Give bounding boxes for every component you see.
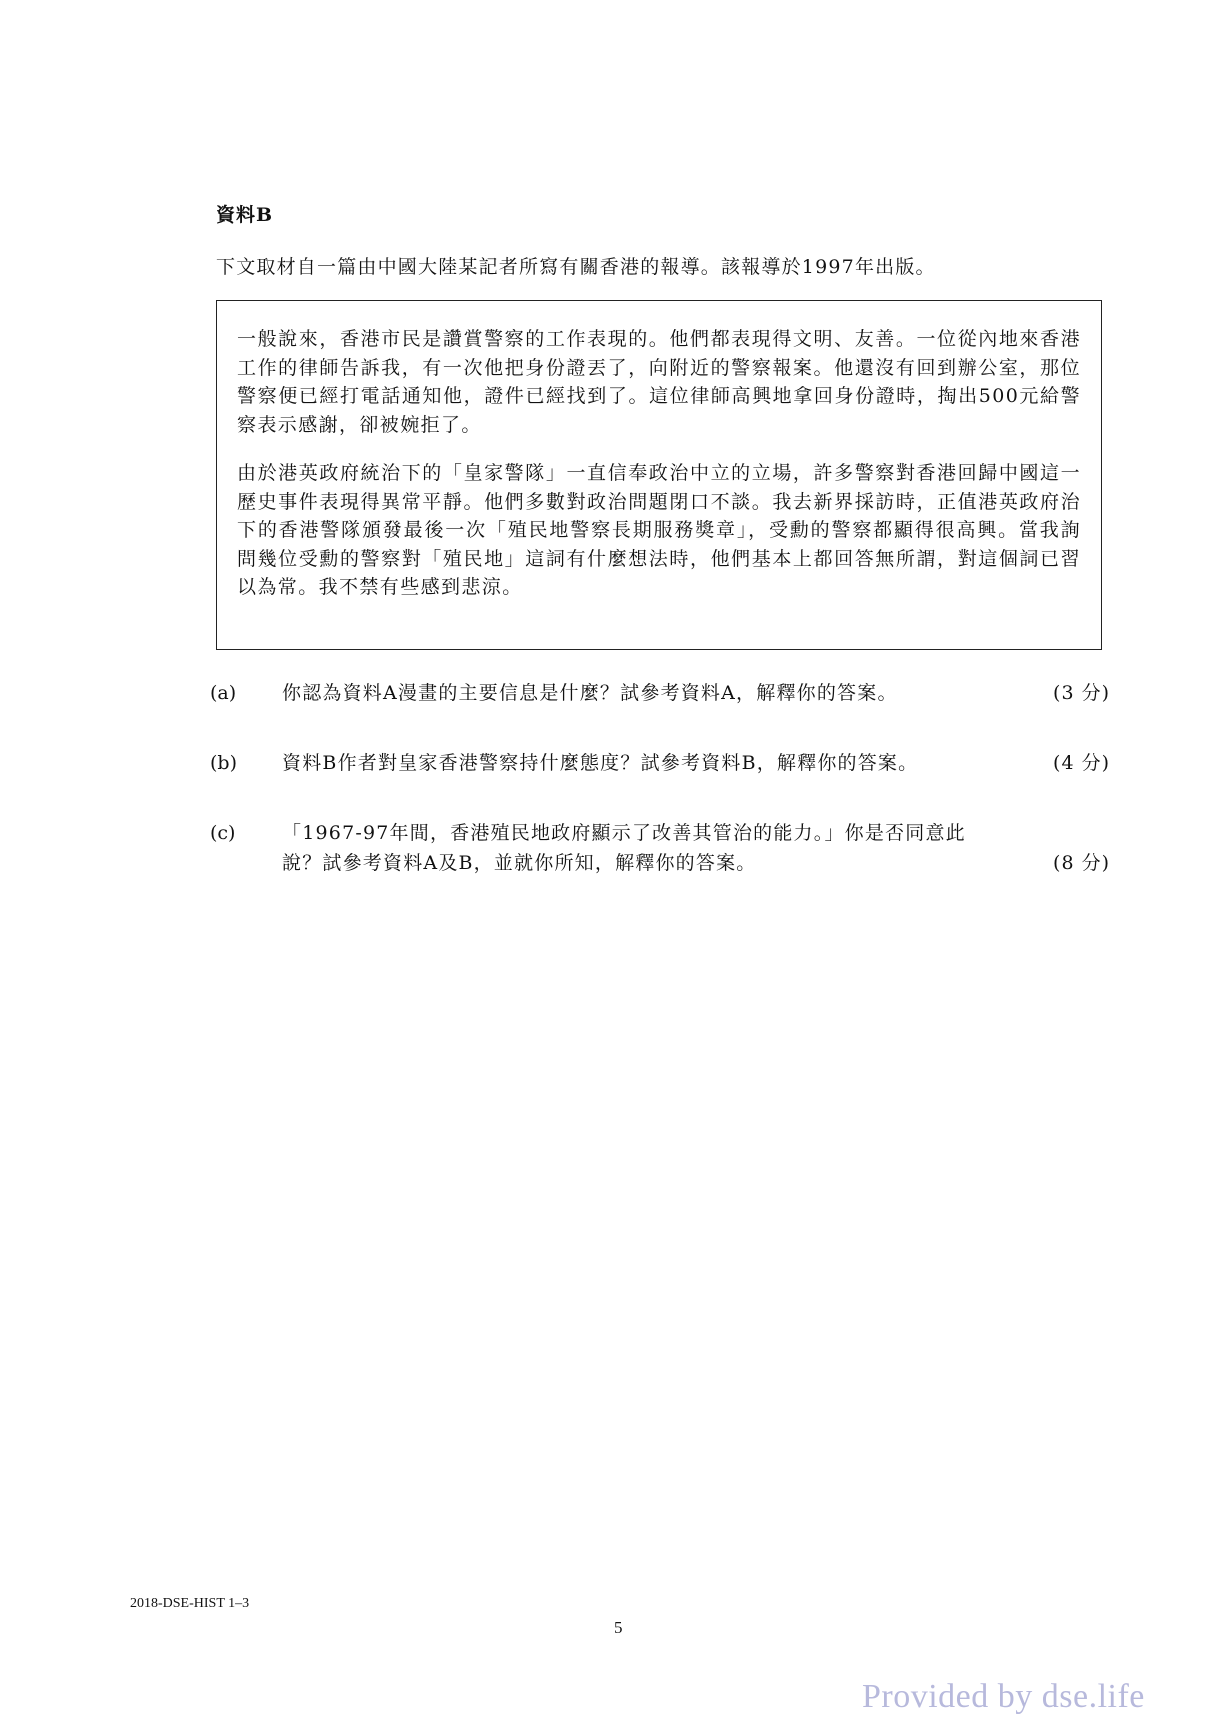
question-text: 你認為資料A漫畫的主要信息是什麼？試參考資料A，解釋你的答案。: [282, 682, 898, 704]
question-marks: (4 分): [1053, 752, 1110, 774]
source-paragraph-1: 一般說來，香港市民是讚賞警察的工作表現的。他們都表現得文明、友善。一位從內地來香港工作的律師告訴我，有一次他把身份證丟了，向附近的警察報案。他還沒有回到辦公室，那位警察便已經打電話通知他，證件已經找到了。這位律師高興地拿回身份證時，掏出500元給警察表示感謝，卻被婉拒了。: [237, 328, 1081, 436]
source-paragraph-2: 由於港英政府統治下的「皇家警隊」一直信奉政治中立的立場，許多警察對香港回歸中國這一歷史事件表現得異常平靜。他們多數對政治問題閉口不談。我去新界採訪時，正值港英政府治下的香港警隊頒發最後一次「殖民地警察長期服務獎章」，受勳的警察都顯得很高興。當我詢問幾位受勳的警察對「殖民地」這詞有什麼想法時，他們基本上都回答無所謂，對這個詞已習以為常。我不禁有些感到悲涼。: [237, 462, 1081, 598]
question-marks: (8 分): [1053, 852, 1110, 874]
question-label: (a): [210, 682, 237, 704]
watermark: Provided by dse.life: [862, 1678, 1145, 1715]
page-number: 5: [614, 1618, 623, 1637]
question-label: (c): [210, 822, 236, 844]
source-intro: 下文取材自一篇由中國大陸某記者所寫有關香港的報導。該報導於1997年出版。: [216, 256, 936, 278]
question-text: 「1967-97年間，香港殖民地政府顯示了改善其管治的能力。」你是否同意此說？試參考資料A及B，並就你所知，解釋你的答案。: [282, 822, 966, 874]
source-label: 資料B: [216, 204, 274, 226]
paper-code: 2018-DSE-HIST 1–3: [130, 1596, 250, 1611]
source-excerpt-box: [216, 300, 1102, 650]
question-marks: (3 分): [1053, 682, 1110, 704]
question-label: (b): [210, 752, 237, 774]
question-text: 資料B作者對皇家香港警察持什麼態度？試參考資料B，解釋你的答案。: [282, 752, 919, 774]
